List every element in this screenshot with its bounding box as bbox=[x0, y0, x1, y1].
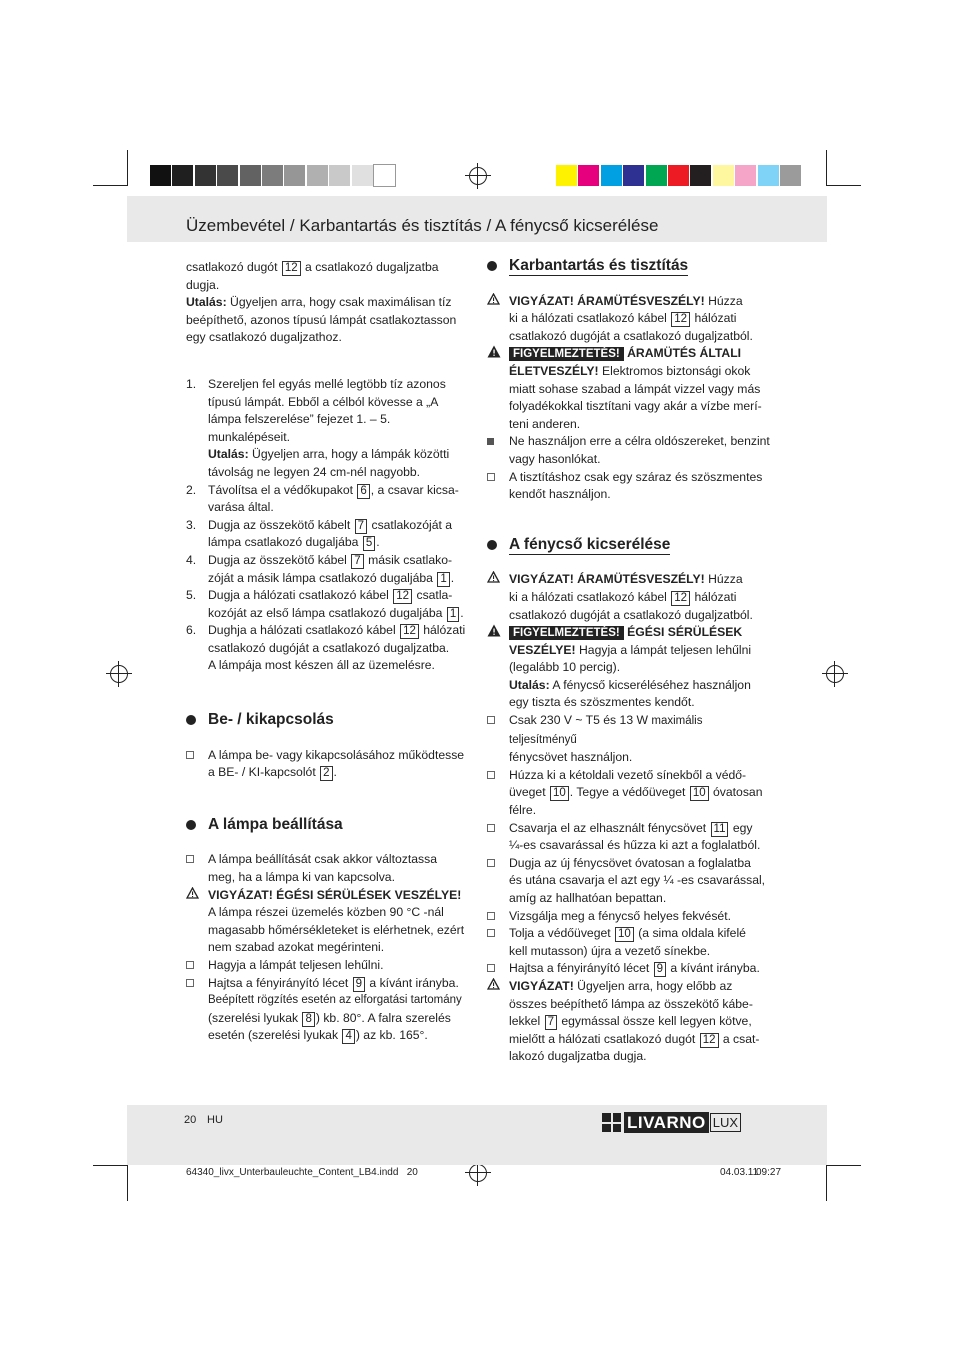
checkbox-square-icon bbox=[487, 908, 495, 926]
gray-swatch bbox=[172, 165, 193, 186]
registration-mark bbox=[469, 167, 487, 185]
list-item: Húzza ki a kétoldali vezető sínekből a védő- üveget 10 . Tegye a védőüveget 10 óvatosan félre. bbox=[487, 767, 772, 820]
right-column bbox=[487, 257, 772, 1066]
list-item: Csavarja el az elhasznált fénycsövet 11 egy ¼-es csavarással és hűzza ki azt a foglalatból. bbox=[487, 820, 772, 855]
gray-swatch bbox=[352, 165, 373, 186]
list-item: Hajtsa a fényirányító lécet 9 a kívánt irányba. bbox=[487, 960, 772, 978]
list-item: Tolja a védőüveget 10 (a sima oldala kifelé kell mutasson) újra a vezető sínekbe. bbox=[487, 925, 772, 960]
checkbox-square-icon bbox=[186, 747, 194, 765]
registration-mark bbox=[469, 1164, 487, 1182]
language-code: HU bbox=[207, 1114, 223, 1126]
list-item: 1. Szereljen fel egyás mellé legtöbb tíz azonos típusú lámpát. Ebből a célból kövesse a „A lámpa felszerelése” fejezet 1. – 5. munkalépéseit. Utalás: Ügyeljen arra, hogy a lámpák közötti távolság ne legyen 24 cm-nél nagyobb. bbox=[186, 376, 450, 479]
registration-mark bbox=[110, 665, 128, 683]
list-item: A lámpa be- vagy kikapcsolásához működtesse a BE- / KI-kapcsolót 2 . bbox=[186, 747, 470, 782]
crop-mark bbox=[93, 1165, 127, 1166]
warning-label-box: FIGYELMEZTETÉS! bbox=[509, 626, 624, 640]
checkbox-square-icon bbox=[487, 925, 495, 943]
list-item: 4. Dugja az összekötő kábel 7 másik csatlako- zóját a másik lámpa csatlakozó dugaljába 1 . bbox=[186, 552, 455, 585]
process-swatch bbox=[735, 165, 756, 186]
crop-mark bbox=[827, 1165, 861, 1166]
list-item: A lámpa beállítását csak akkor változtassa meg, ha a lámpa ki van kapcsolva. bbox=[186, 851, 470, 886]
process-swatch bbox=[758, 165, 779, 186]
brand-logo bbox=[602, 1112, 741, 1133]
crop-mark bbox=[93, 185, 127, 186]
gray-swatch bbox=[195, 165, 216, 186]
list-item: Dugja az új fénycsövet óvatosan a foglalatba és utána csavarja el azt egy ¼ -es csavarással, amíg az hallhatóan bepattan. bbox=[487, 855, 772, 908]
warning-item: FIGYELMEZTETÉS! ÉGÉSI SÉRÜLÉSEK VESZÉLYE! Hagyja a lámpát teljesen lehűlni (legalább 10 percig). Utalás: A fénycső kicseréléséhez használjon egy tiszta és szöszmentes kendőt. bbox=[487, 624, 772, 712]
warning-label-box: FIGYELMEZTETÉS! bbox=[509, 347, 624, 361]
print-time: 09:27 bbox=[756, 1167, 782, 1178]
list-item: Ne használjon erre a célra oldószereket, benzint vagy hasonlókat. bbox=[487, 433, 772, 468]
section-heading-onoff: Be- / kikapcsolás bbox=[186, 711, 470, 729]
file-info: 64340_livx_Unterbauleuchte_Content_LB4.indd 20 bbox=[186, 1167, 418, 1178]
list-item: 6. Dughja a hálózati csatlakozó kábel 12 hálózati csatlakozó dugóját a csatlakozó dugaljzatba. A lámpája most készen áll az üzemelésre. bbox=[186, 623, 466, 673]
warning-item: FIGYELMEZTETÉS! ÁRAMÜTÉS ÁLTALI ÉLETVESZÉLY! Elektromos biztonsági okok miatt sohase szabad a lámpát vizzel vagy más folyadékokkal tisztítani vagy akár a vízbe merí- teni anderen. bbox=[487, 345, 772, 433]
checkbox-square-icon bbox=[487, 767, 495, 785]
warning-item: VIGYÁZAT! ÁRAMÜTÉSVESZÉLY! Húzza ki a hálózati csatlakozó kábel 12 hálózati csatlakozó dugóját a csatlakozó dugaljzatból. bbox=[487, 571, 772, 624]
page-number: 20 bbox=[184, 1114, 197, 1126]
bullet-dot-icon bbox=[186, 715, 196, 725]
list-item: Hagyja a lámpát teljesen lehűlni. bbox=[186, 957, 470, 975]
list-item: 2. Távolítsa el a védőkupakot 6 , a csavar kicsa- varása által. bbox=[186, 482, 459, 515]
crop-mark bbox=[826, 150, 827, 186]
bullet-dot-icon bbox=[487, 261, 497, 271]
crop-mark bbox=[127, 150, 128, 186]
gray-swatch bbox=[262, 165, 283, 186]
logo-grid-icon bbox=[602, 1113, 621, 1132]
list-item: Hajtsa a fényirányító lécet 9 a kívánt irányba. Beépített rögzítés esetén az elforgatási tartomány (szerelési lyukak 8 ) kb. 80°. A falra szerelés esetén (szerelési lyukak 4 ) az kb. 165°. bbox=[186, 975, 470, 1045]
list-item: 5. Dugja a hálózati csatlakozó kábel 12 csatla- kozóját az első lámpa csatlakozó dugaljába 1 . bbox=[186, 588, 464, 620]
gray-swatch bbox=[217, 165, 238, 186]
warning-item: VIGYÁZAT! ÉGÉSI SÉRÜLÉSEK VESZÉLYE! A lámpa részei üzemelés közben 90 °C -nál magasabb hőmérsékleteket is elérhetnek, ezért nem szabad azokat megérinteni. bbox=[186, 887, 470, 957]
process-swatch bbox=[623, 165, 644, 186]
checkbox-square-icon bbox=[487, 855, 495, 873]
list-item: 3. Dugja az összekötő kábelt 7 csatlakozóját a lámpa csatlakozó dugaljába 5 . bbox=[186, 517, 453, 550]
checkbox-square-icon bbox=[487, 712, 495, 730]
part-number: 12 bbox=[282, 261, 301, 276]
section-heading-tube-replacement: A fénycső kicserélése bbox=[487, 536, 772, 554]
bullet-dot-icon bbox=[487, 540, 497, 550]
warning-item: VIGYÁZAT! ÁRAMÜTÉSVESZÉLY! Húzza ki a hálózati csatlakozó kábel 12 hálózati csatlakozó dugóját a csatlakozó dugaljzatból. bbox=[487, 293, 772, 346]
process-swatch bbox=[713, 165, 734, 186]
warning-triangle-icon bbox=[487, 571, 500, 589]
checkbox-square-icon bbox=[487, 469, 495, 487]
checkbox-square-icon bbox=[487, 960, 495, 978]
checkbox-square-icon bbox=[186, 851, 194, 869]
process-swatch bbox=[690, 165, 711, 186]
crop-mark bbox=[127, 1165, 128, 1201]
checkbox-square-icon bbox=[186, 975, 194, 993]
left-column: csatlakozó dugót 12 a csatlakozó dugaljzatba dugja. Utalás: Ügyeljen arra, hogy csak maximálisan tíz beépíthető, azonos típusú lámpát csatlakoztasson egy csatlakozó dugaljzathoz. 1. Szereljen fel egyás mellé legtöbb tíz azonos típusú lámpát. Ebből a célból kövesse a „A lámpa felszerelése” fejezet 1. – 5. munkalépéseit. Utalás: Ügyeljen arra, hogy a lámpák közötti távolság ne legyen 24 cm-nél nagyobb. 2. Távolítsa el a védőkupakot 6 , a csavar kicsa- varása által. 3. Dugja az összekötő kábelt 7 csatlakozóját a lámpa csatlakozó dugaljába 5 . 4. Dugja az összekötő kábel 7 másik csatlako- zóját a másik lámpa csatlakozó dugaljába 1 . 5. Dugja a hálózati csatlakozó kábel 12 csatla- kozóját az első lámpa csatlakozó dugaljába 1 . 6. Dughja a hálózati csatlakozó kábel 12 hálózati csatlakozó dugóját a csatlakozó dugaljzatba. A lámpája most készen áll az üzemelésre. Be- / kikapcsolás A lámpa be- vagy kikapcsolásához működtesse a BE- / KI-kapcsolót 2 . A lámpa beállítása A lámpa beállítását csak akkor változtassa meg, ha a lámpa ki van kapcsolva. VIGYÁZAT! ÉGÉSI SÉRÜLÉSEK VESZÉLYE! A lámpa részei üzemelés közben 90 °C -nál magasabb hőmérsékleteket is elérhetnek, ezért nem szabad azokat megérinteni. Hagyja a lámpát teljesen lehűlni. Hajtsa a fényirányító lécet 9 a kívánt irányba. Beépített rögzítés esetén az elforgatási tartomány (szerelési lyukak 8 ) kb. 80°. A falra szerelés esetén (szerelési lyukak 4 ) az kb. 165°. bbox=[186, 259, 470, 1045]
warning-triangle-filled-icon bbox=[487, 624, 501, 643]
warning-triangle-icon bbox=[487, 293, 500, 311]
list-item: A tisztításhoz csak egy száraz és szöszmentes kendőt használjon. bbox=[487, 469, 772, 504]
process-swatch bbox=[601, 165, 622, 186]
gray-swatch bbox=[307, 165, 328, 186]
gray-swatch bbox=[374, 165, 395, 186]
process-swatch bbox=[668, 165, 689, 186]
page-title: Üzembevétel / Karbantartás és tisztítás / A fénycső kicserélése bbox=[186, 216, 659, 235]
warning-item: VIGYÁZAT! Ügyeljen arra, hogy előbb az összes beépíthető lámpa az összekötő kábe- lekkel 7 egymással össze kell legyen kötve, mielőtt a hálózati csatlakozó dugót 12 a csat- lakozó dugaljzatba dugja. bbox=[487, 978, 772, 1066]
process-swatch bbox=[578, 165, 599, 186]
warning-triangle-icon bbox=[186, 887, 199, 905]
list-item: Csak 230 V ~ T5 és 13 W maximális teljesítményű fénycsövet használjon. bbox=[487, 712, 772, 767]
list-item: Vizsgálja meg a fénycső helyes fekvését. bbox=[487, 908, 772, 926]
checkbox-square-icon bbox=[186, 957, 194, 975]
filled-square-icon bbox=[487, 433, 494, 451]
section-heading-adjust: A lámpa beállítása bbox=[186, 816, 470, 834]
gray-swatch bbox=[284, 165, 305, 186]
crop-mark bbox=[826, 1165, 827, 1201]
gray-swatch bbox=[150, 165, 171, 186]
process-swatch bbox=[556, 165, 577, 186]
brand-name: LIVARNO bbox=[624, 1112, 709, 1133]
checkbox-square-icon bbox=[487, 820, 495, 838]
print-date: 04.03.11 bbox=[720, 1167, 759, 1178]
registration-mark bbox=[826, 665, 844, 683]
section-heading-maintenance: Karbantartás és tisztítás bbox=[487, 257, 772, 275]
process-swatch bbox=[780, 165, 801, 186]
brand-sub: LUX bbox=[710, 1113, 741, 1132]
gray-swatch bbox=[329, 165, 350, 186]
warning-triangle-filled-icon bbox=[487, 345, 501, 364]
crop-mark bbox=[827, 185, 861, 186]
warning-triangle-icon bbox=[487, 978, 500, 996]
gray-swatch bbox=[240, 165, 261, 186]
bullet-dot-icon bbox=[186, 820, 196, 830]
process-swatch bbox=[646, 165, 667, 186]
